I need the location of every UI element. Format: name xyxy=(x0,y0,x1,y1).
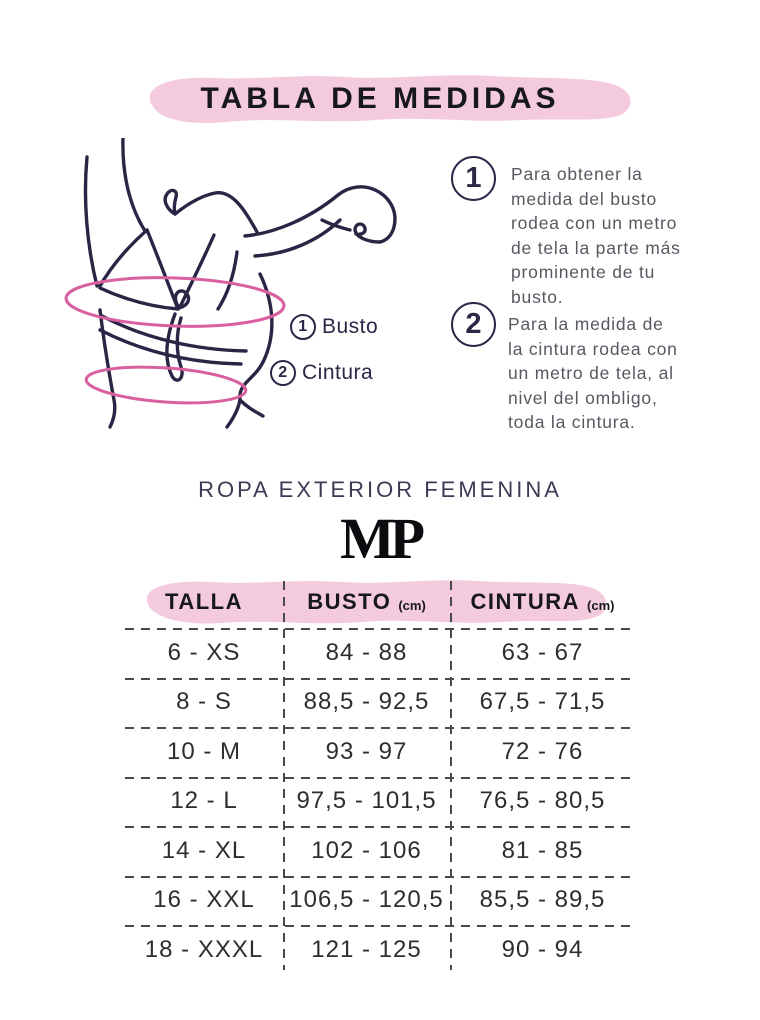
cell-cintura: 81 - 85 xyxy=(501,836,584,864)
cell-cintura: 90 - 94 xyxy=(501,935,584,963)
cell-busto: 121 - 125 xyxy=(311,935,422,963)
size-table xyxy=(125,575,635,977)
elbow-line xyxy=(338,187,395,242)
cell-talla: 6 - XS xyxy=(167,638,241,666)
cell-cintura: 67,5 - 71,5 xyxy=(479,688,606,716)
row-divider xyxy=(125,727,635,729)
cintura-unit-label: (cm) xyxy=(587,597,615,613)
cell-busto: 106,5 - 120,5 xyxy=(289,886,444,914)
cell-talla: 16 - XXL xyxy=(153,886,255,914)
left-cup-bottom-line xyxy=(100,288,178,309)
table-row xyxy=(125,876,635,926)
column-divider xyxy=(450,581,452,970)
cell-busto: 102 - 106 xyxy=(311,836,422,864)
bust-label-text: Busto xyxy=(322,315,379,338)
step2-number-icon: 2 xyxy=(451,302,496,347)
step1-number-icon: 1 xyxy=(451,156,496,201)
neck-line xyxy=(175,193,257,232)
hip-left-strap-line xyxy=(227,400,240,427)
cell-cintura: 85,5 - 89,5 xyxy=(479,886,606,914)
chin-line xyxy=(165,190,176,214)
step1-instruction-text: Para obtener la medida del busto rodea con un metro de tela la parte más prominente de tu busto. xyxy=(511,164,681,307)
table-row xyxy=(125,727,635,777)
waist-label-text: Cintura xyxy=(302,361,374,384)
table-row xyxy=(125,826,635,876)
cell-talla: 12 - L xyxy=(170,787,238,815)
cell-talla: 10 - M xyxy=(166,737,241,765)
cell-talla: 18 - XXXL xyxy=(144,935,264,963)
raised-arm-inner-line xyxy=(123,138,145,231)
cell-busto: 93 - 97 xyxy=(325,737,408,765)
raised-arm-outer-line xyxy=(85,157,97,286)
row-divider xyxy=(125,678,635,680)
hand-loop-line xyxy=(355,224,380,242)
row-divider xyxy=(125,826,635,828)
column-divider xyxy=(283,581,285,970)
row-divider xyxy=(125,628,635,630)
row-divider xyxy=(125,777,635,779)
waist-label xyxy=(270,360,373,386)
table-header-row xyxy=(125,575,635,628)
header-cell-cintura: CINTURA (cm) xyxy=(470,588,615,614)
waist-measure-ellipse xyxy=(85,362,247,407)
bust-number-icon: 1 xyxy=(290,314,316,340)
upper-arm-top-line xyxy=(245,195,338,236)
right-cup-inner-line xyxy=(180,235,214,307)
busto-unit-label: (cm) xyxy=(398,597,426,613)
cell-cintura: 76,5 - 80,5 xyxy=(479,787,606,815)
cell-cintura: 72 - 76 xyxy=(501,737,584,765)
bust-label xyxy=(290,314,378,340)
table-row xyxy=(125,777,635,827)
table-row xyxy=(125,925,635,975)
cell-busto: 97,5 - 101,5 xyxy=(296,787,437,815)
header-cell-busto: BUSTO (cm) xyxy=(307,588,426,614)
table-row xyxy=(125,628,635,678)
cell-cintura: 63 - 67 xyxy=(501,638,584,666)
woman-torso-illustration xyxy=(50,138,450,468)
row-divider xyxy=(125,876,635,878)
page-title: TABLA DE MEDIDAS xyxy=(200,82,560,115)
cell-busto: 84 - 88 xyxy=(325,638,408,666)
hip-right-strap-line xyxy=(240,400,263,416)
cell-talla: 14 - XL xyxy=(161,836,247,864)
section-subtitle: ROPA EXTERIOR FEMENINA xyxy=(198,477,562,502)
step2-instruction-text: Para la medida de la cintura rodea con un metro de tela, al nivel del ombligo, toda la cintura. xyxy=(508,314,678,432)
upper-arm-underside-line xyxy=(255,220,340,256)
table-body xyxy=(125,628,635,975)
title-banner xyxy=(120,68,640,130)
table-row xyxy=(125,678,635,728)
left-cup-inner-line xyxy=(147,230,178,309)
cell-busto: 88,5 - 92,5 xyxy=(303,688,430,716)
waist-number-icon: 2 xyxy=(270,360,296,386)
cell-talla: 8 - S xyxy=(176,688,232,716)
brand-logo: MP xyxy=(340,506,420,571)
row-divider xyxy=(125,925,635,927)
header-cell-talla: TALLA xyxy=(165,588,243,614)
